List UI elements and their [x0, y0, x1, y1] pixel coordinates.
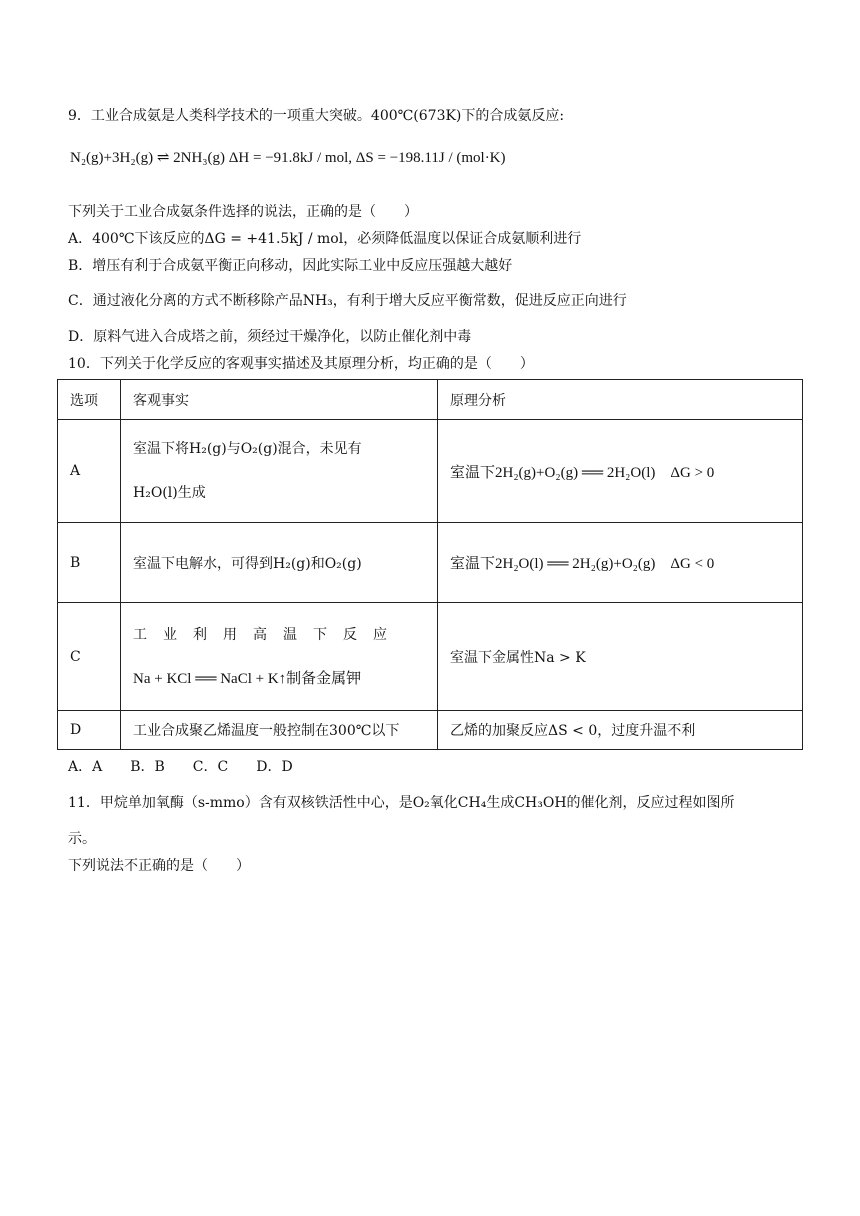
fact-line: H₂O(l)生成 — [133, 485, 206, 501]
fact-line: Na + KCl ══ NaCl + K↑制备金属钾 — [133, 670, 362, 687]
row-fact — [121, 420, 438, 523]
row-option: A — [58, 420, 121, 523]
header-analysis: 原理分析 — [438, 380, 803, 420]
q10-answer-choices: A．A B．B C．C D．D — [68, 759, 293, 775]
row-fact: 工业合成聚乙烯温度一般控制在300℃以下 — [121, 711, 438, 750]
q10-stem: 10．下列关于化学反应的客观事实描述及其原理分析，均正确的是（ ） — [68, 356, 534, 372]
q10-table — [57, 379, 803, 750]
table-row — [58, 603, 803, 711]
row-fact: 室温下电解水，可得到H₂(g)和O₂(g) — [121, 523, 438, 603]
row-option: D — [58, 711, 121, 750]
row-analysis: 室温下2H₂(g)+O₂(g) ══ 2H₂O(l) ΔG > 0 — [438, 420, 803, 523]
q9-question: 下列关于工业合成氨条件选择的说法，正确的是（ ） — [68, 204, 418, 220]
q9-option-c: C．通过液化分离的方式不断移除产品NH₃，有利于增大反应平衡常数，促进反应正向进行 — [68, 293, 627, 309]
fact-line: 工业利用高温下反应 — [133, 626, 403, 643]
fact-line: 室温下将H₂(g)与O₂(g)混合，未见有 — [133, 441, 362, 457]
row-analysis: 室温下金属性Na > K — [438, 603, 803, 711]
q9-option-b: B．增压有利于合成氨平衡正向移动，因此实际工业中反应压强越大越好 — [68, 258, 513, 274]
q9-option-a: A．400℃下该反应的ΔG = +41.5kJ / mol，必须降低温度以保证合成氨顺利进行 — [68, 231, 582, 247]
q11-question: 下列说法不正确的是（ ） — [68, 858, 250, 874]
table-row — [58, 420, 803, 523]
row-option: C — [58, 603, 121, 711]
table-header-row — [58, 380, 803, 420]
row-option: B — [58, 523, 121, 603]
row-fact — [121, 603, 438, 711]
q11-stem-line2: 示。 — [68, 831, 96, 847]
q11-stem-line1: 11．甲烷单加氧酶（s-mmo）含有双核铁活性中心，是O₂氧化CH₄生成CH₃OH的催化剂，反应过程如图所 — [68, 795, 735, 811]
row-analysis: 室温下2H₂O(l) ══ 2H₂(g)+O₂(g) ΔG < 0 — [438, 523, 803, 603]
table-row — [58, 523, 803, 603]
row-analysis: 乙烯的加聚反应ΔS < 0，过度升温不利 — [438, 711, 803, 750]
q9-option-d: D．原料气进入合成塔之前，须经过干燥净化，以防止催化剂中毒 — [68, 329, 472, 345]
q9-equation: N₂(g)+3H₂(g) ⇌ 2NH₃(g) ΔH = −91.8kJ / mol, ΔS = −198.11J / (mol·K) — [70, 150, 506, 166]
table-row — [58, 711, 803, 750]
q9-stem: 9．工业合成氨是人类科学技术的一项重大突破。400℃(673K)下的合成氨反应: — [68, 108, 565, 124]
header-option: 选项 — [58, 380, 121, 420]
header-fact: 客观事实 — [121, 380, 438, 420]
